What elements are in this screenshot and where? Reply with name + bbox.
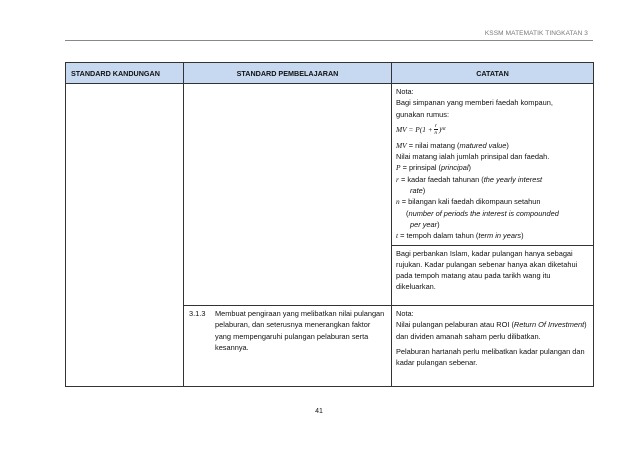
formula-exponent: nt <box>441 126 446 133</box>
compound-interest-formula <box>396 120 589 140</box>
running-header: KSSM MATEMATIK TINGKATAN 3 <box>484 30 588 37</box>
catatan-cell-compound <box>392 84 594 306</box>
formula-numerator: r <box>434 123 437 130</box>
nota-label: Nota: <box>396 309 414 318</box>
hartanah-note: Pelaburan hartanah perlu melibatkan kadar pulangan dan kadar pulangan sebenar. <box>396 346 585 368</box>
definition-t: t = tempoh dalam tahun (term in years) <box>396 231 524 241</box>
formula-fraction <box>434 123 438 136</box>
definition-p: P = prinsipal (principal) <box>396 163 471 173</box>
formula-rhs: ) <box>438 125 442 135</box>
formula-denominator: n <box>434 130 438 137</box>
definition-mv: MV = nilai matang (matured value) <box>396 140 509 150</box>
header-standard-pembelajaran: STANDARD PEMBELAJARAN <box>184 63 392 84</box>
header-standard-kandungan: STANDARD KANDUNGAN <box>66 63 184 84</box>
table-header-row <box>66 63 594 84</box>
curriculum-table <box>65 62 594 387</box>
standard-pembelajaran-cell-empty <box>184 84 392 306</box>
standard-number: 3.1.3 <box>189 309 206 318</box>
intro-line: gunakan rumus: <box>396 109 449 119</box>
standard-pembelajaran-cell <box>184 306 392 387</box>
nota-label: Nota: <box>396 87 414 96</box>
definition-r: r = kadar faedah tahunan (the yearly interest <box>396 174 543 184</box>
definition-r-cont: rate) <box>410 186 426 196</box>
definition-n-cont2: per year) <box>410 219 440 229</box>
definition-n-cont: (number of periods the interest is compounded <box>406 208 559 218</box>
definition-n: n = bilangan kali faedah dikompaun setahun <box>396 197 541 207</box>
header-rule <box>65 40 593 41</box>
standard-text: Membuat pengiraan yang melibatkan nilai pulangan pelaburan, dan seterusnya menerangkan faktor yang mempengaruhi pulangan pelaburan serta kesannya. <box>215 309 385 352</box>
header-catatan: CATATAN <box>392 63 594 84</box>
table-row <box>66 84 594 306</box>
formula-lhs: MV = P(1 + <box>396 125 433 135</box>
standard-kandungan-cell <box>66 84 184 387</box>
page-number: 41 <box>315 408 323 415</box>
definition-mv-desc: Nilai matang ialah jumlah prinsipal dan faedah. <box>396 152 550 162</box>
catatan-cell-roi <box>392 306 594 387</box>
intro-line: Bagi simpanan yang memberi faedah kompaun, <box>396 98 553 108</box>
roi-note: Nilai pulangan pelaburan atau ROI (Return Of Investment) dan dividen amanah saham perlu dilibatkan. <box>396 320 587 341</box>
islamic-banking-note: Bagi perbankan Islam, kadar pulangan hanya sebagai rujukan. Kadar pulangan sebenar hanya akan diketahui pada tempoh matang atau pada tarikh wang itu dikeluarkan. <box>392 245 593 296</box>
